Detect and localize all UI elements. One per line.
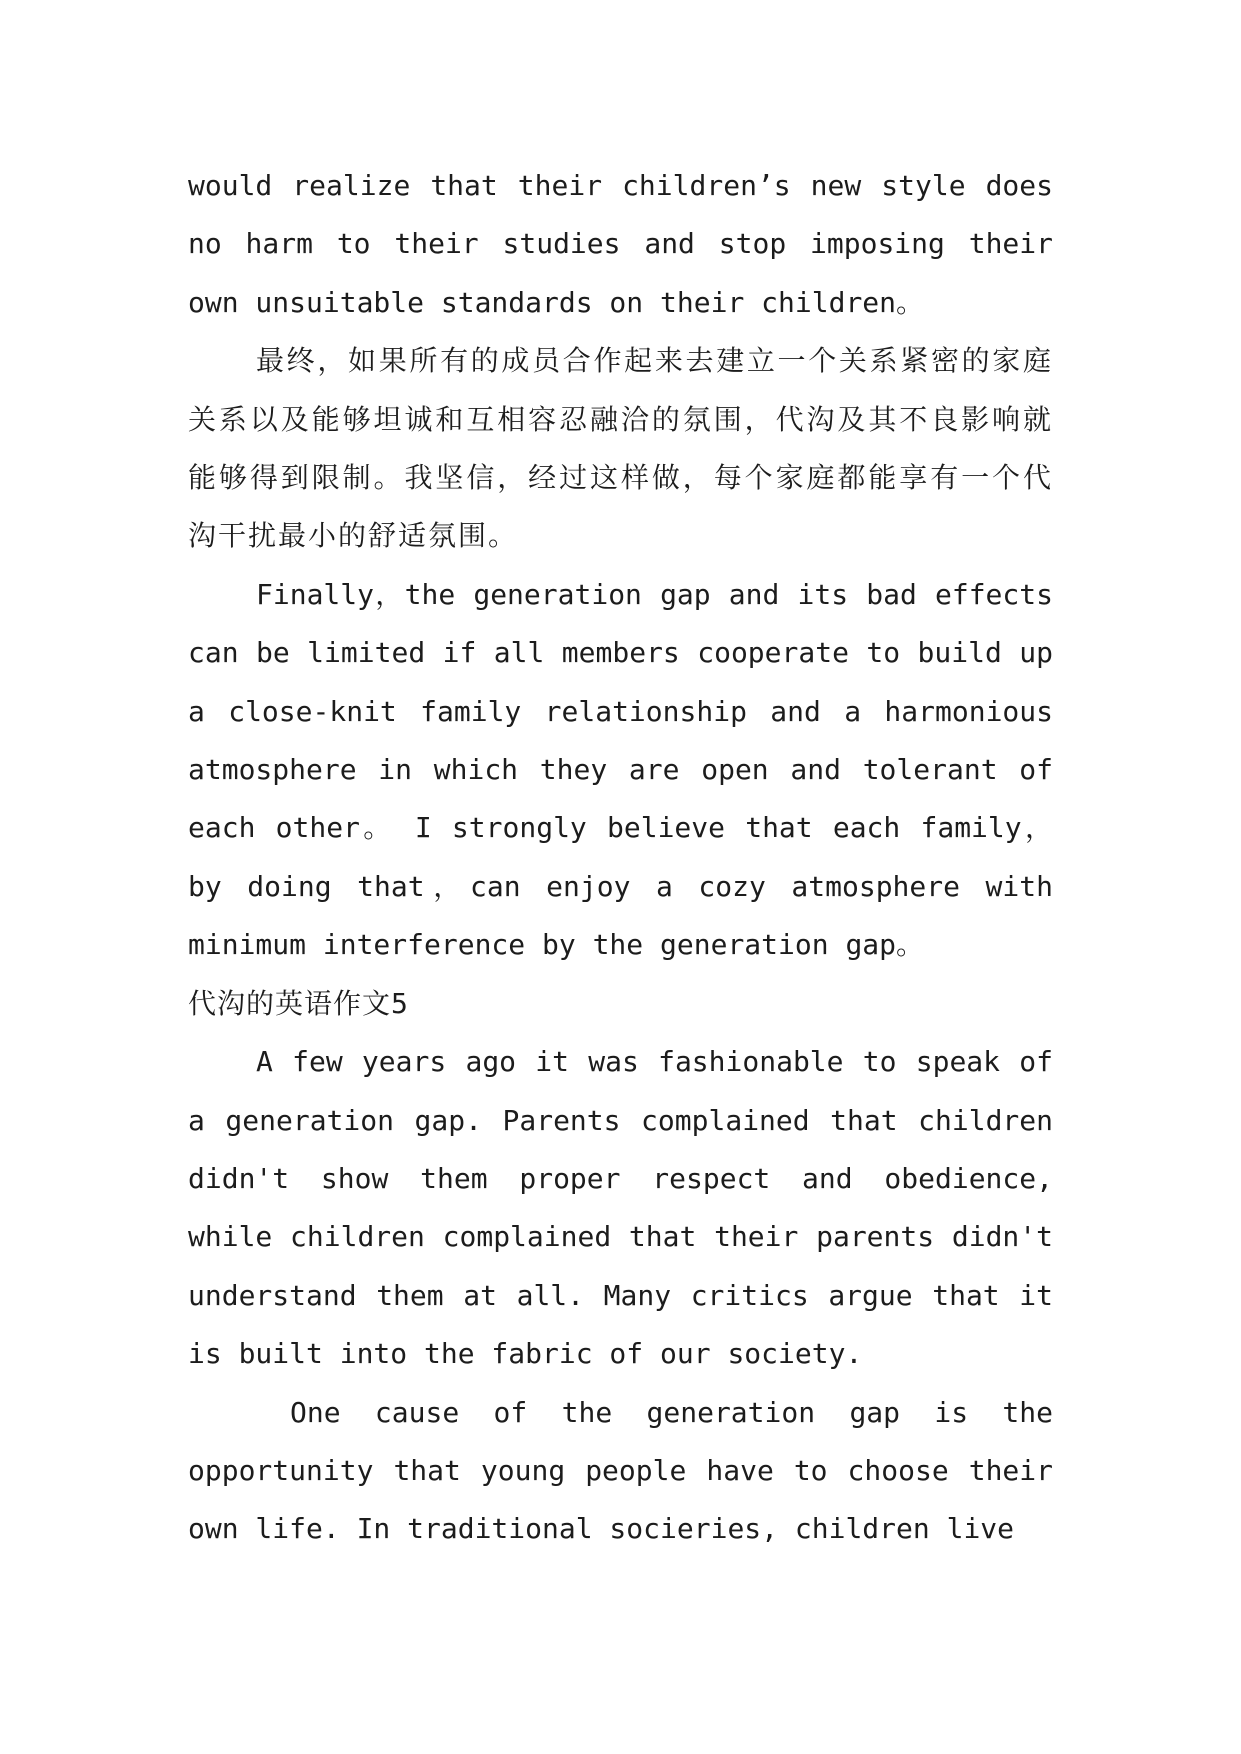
- paragraph-chinese-conclusion: 最终，如果所有的成员合作起来去建立一个关系紧密的家庭关系以及能够坦诚和互相容忍融洽的氛围，代沟及其不良影响就能够得到限制。我坚信，经过这样做，每个家庭都能享有一个代沟干扰最小的舒适氛围。: [188, 344, 1053, 553]
- paragraph-essay-intro: A few years ago it was fashionable to speak of a generation gap. Parents complained that children didn't show them proper respect and obedience, while children complained that their parents didn't understand them at all. Many critics argue that it is built into the fabric of our society.: [188, 1045, 1053, 1371]
- document-body: [188, 157, 1053, 1559]
- paragraph-essay-cause: One cause of the generation gap is the opportunity that young people have to choose their own life. In traditional socieries, children live: [188, 1395, 1053, 1546]
- essay-heading: 代沟的英语作文5: [188, 986, 409, 1020]
- paragraph-english-continuation: would realize that their children’s new style does no harm to their studies and stop imposing their own unsuitable standards on their children。: [188, 169, 1053, 319]
- paragraph-english-conclusion: Finally，the generation gap and its bad effects can be limited if all members cooperate to build up a close-knit family relationship and a harmonious atmosphere in which they are open and tolerant of each other。 I strongly believe that each family，by doing that，can enjoy a cozy atmosphere with minimum interference by the generation gap。: [188, 577, 1053, 962]
